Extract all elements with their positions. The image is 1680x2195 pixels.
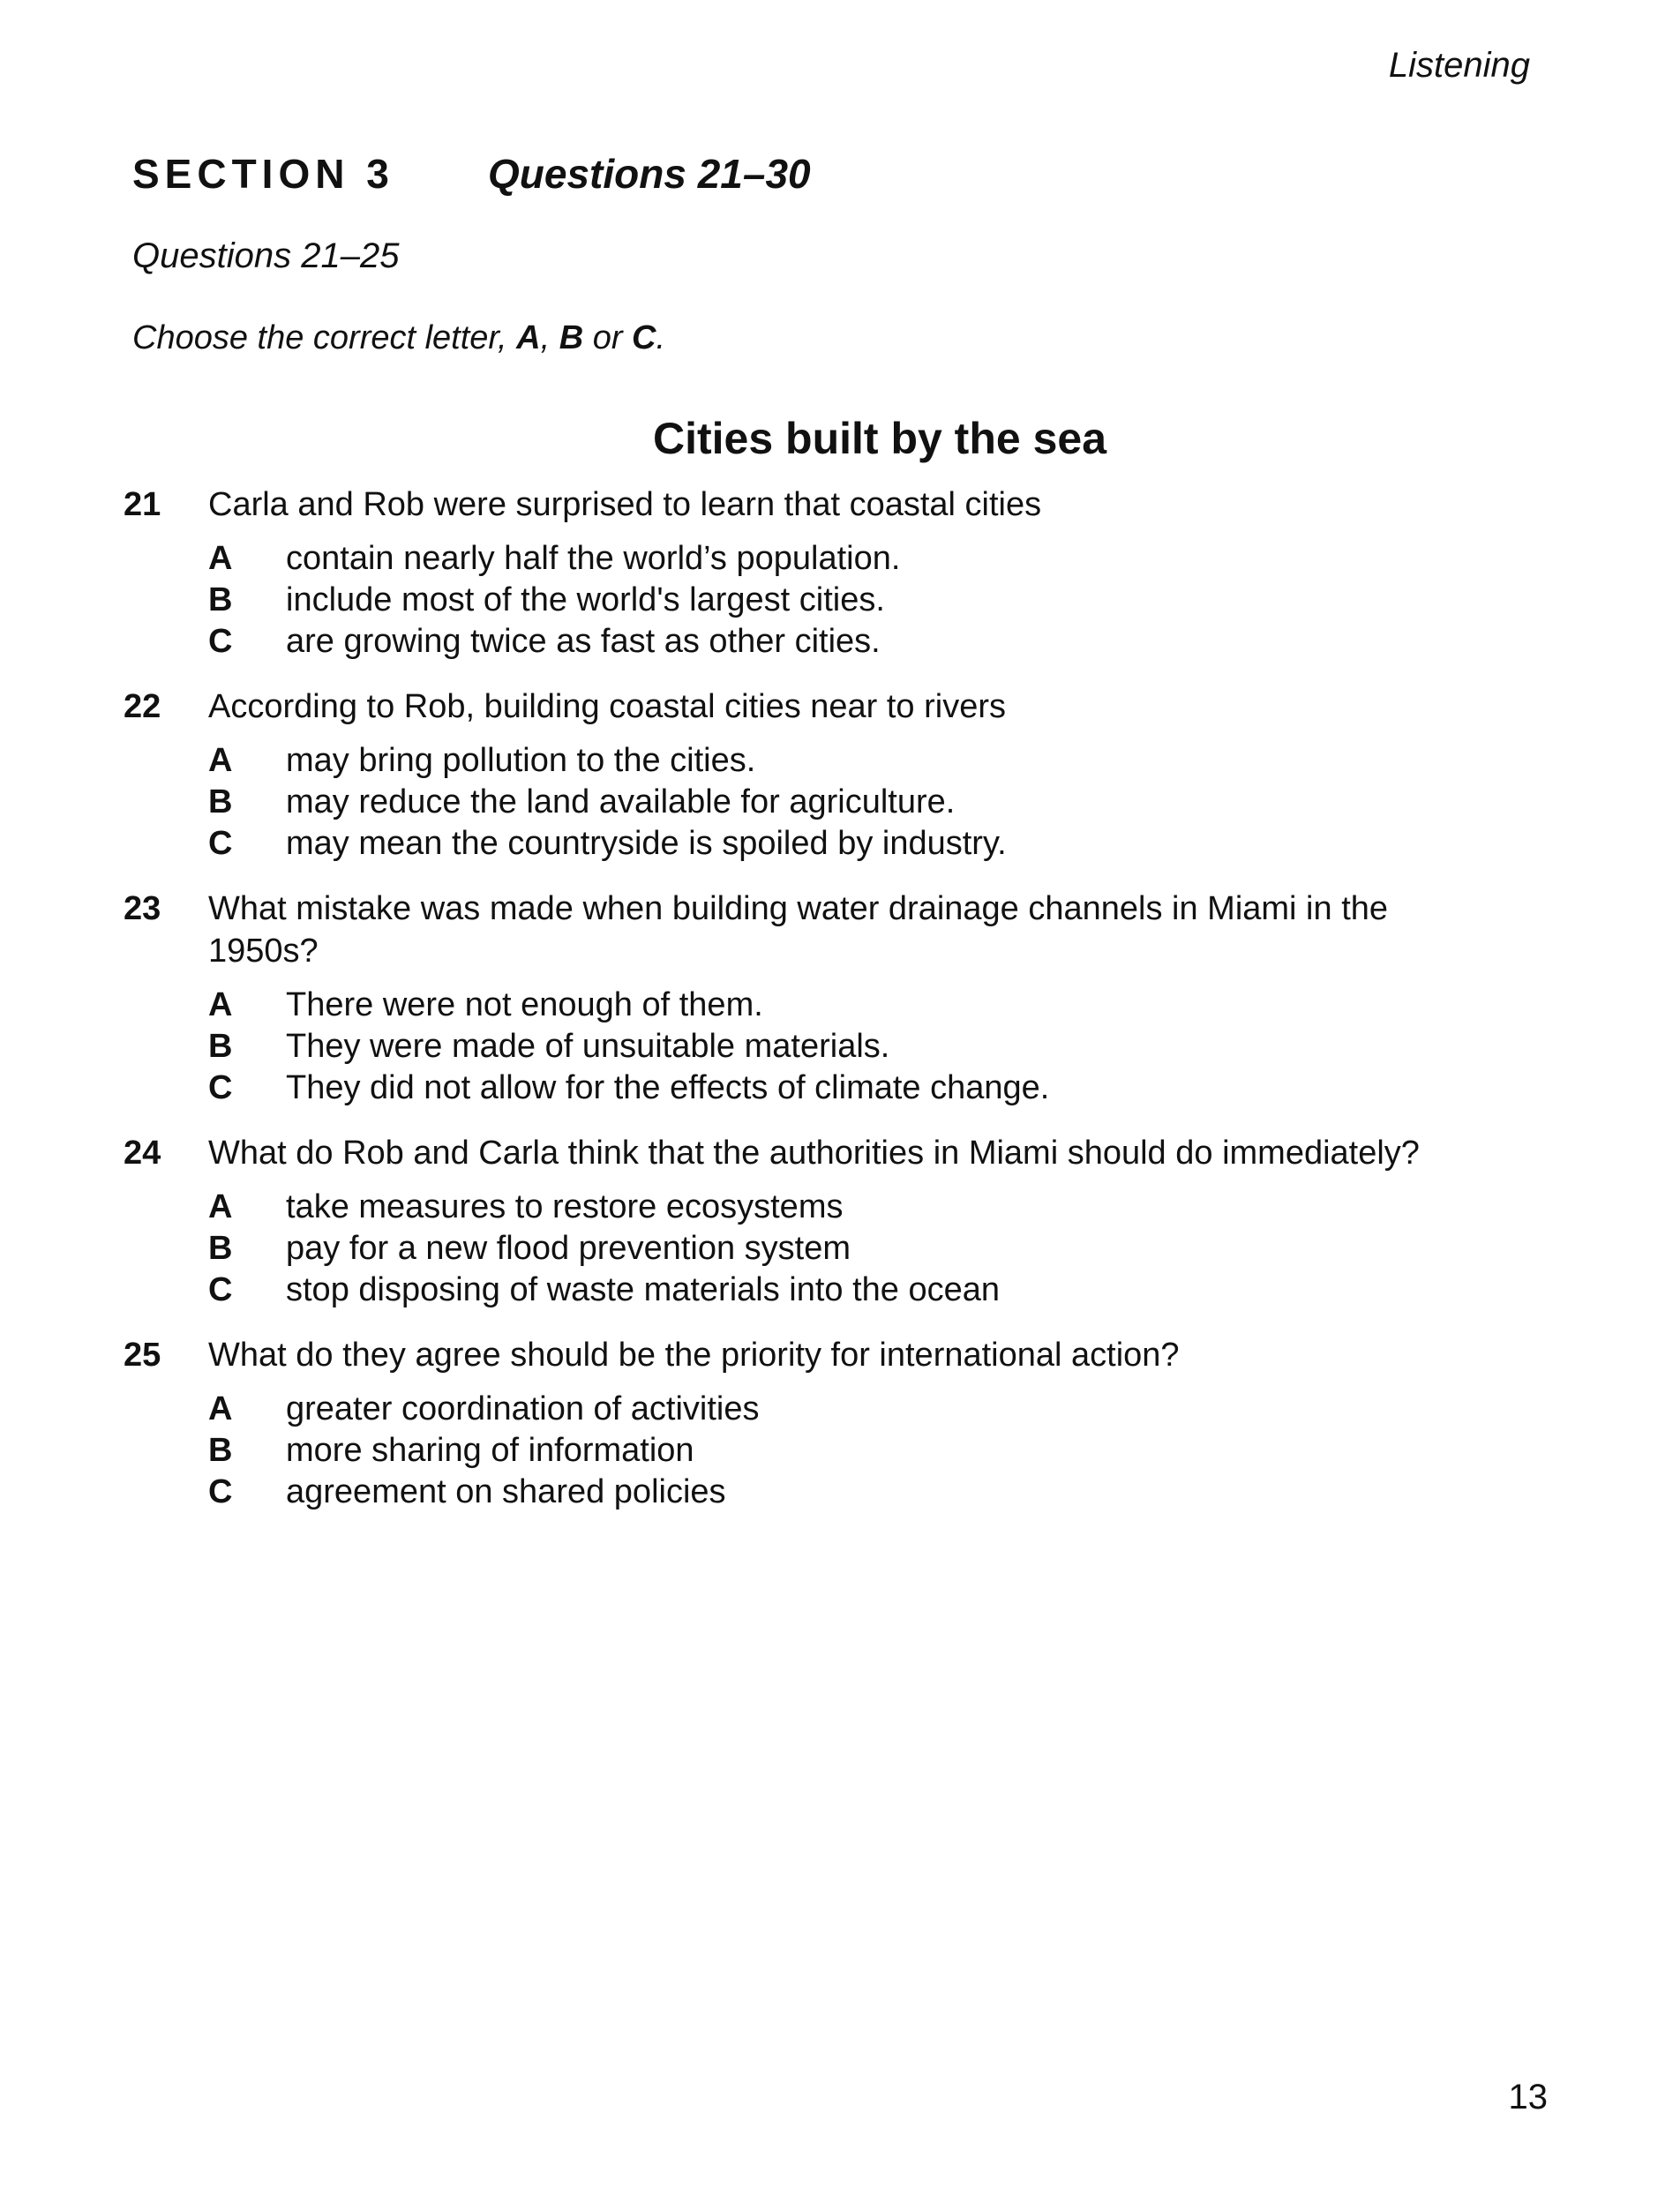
instruction-text: Choose the correct letter, — [132, 319, 517, 356]
option-c[interactable] — [208, 621, 1535, 663]
instruction-letter-c: C — [632, 319, 656, 356]
question-23 — [124, 888, 1535, 1109]
option-letter: C — [208, 825, 233, 862]
option-a[interactable] — [208, 740, 1535, 782]
running-header: Listening — [1388, 46, 1530, 85]
question-text: What mistake was made when building water drainage channels in Miami in the 1950s? — [208, 890, 1389, 970]
option-c[interactable] — [208, 1472, 1535, 1513]
option-c[interactable] — [208, 1270, 1535, 1311]
option-a[interactable] — [208, 538, 1535, 580]
question-text: According to Rob, building coastal cities near to rivers — [208, 688, 1007, 725]
option-letter: B — [208, 783, 233, 820]
question-21 — [124, 483, 1535, 663]
instruction-separator: , — [540, 319, 559, 356]
option-text: stop disposing of waste materials into the ocean — [286, 1271, 1001, 1308]
option-list — [208, 1389, 1535, 1513]
option-letter: C — [208, 1271, 233, 1308]
question-22 — [124, 685, 1535, 865]
instruction-separator: or — [583, 319, 633, 356]
option-letter: B — [208, 1432, 233, 1469]
question-24 — [124, 1132, 1535, 1311]
option-letter: A — [208, 986, 233, 1023]
question-text: What do Rob and Carla think that the authorities in Miami should do immediately? — [208, 1135, 1420, 1172]
option-letter: A — [208, 1390, 233, 1427]
option-letter: B — [208, 1028, 233, 1065]
option-letter: C — [208, 1473, 233, 1510]
question-number: 21 — [124, 486, 161, 523]
option-text: They did not allow for the effects of climate change. — [286, 1069, 1050, 1106]
option-text: greater coordination of activities — [286, 1390, 760, 1427]
instruction-letter-b: B — [559, 319, 584, 356]
option-c[interactable] — [208, 823, 1535, 865]
option-a[interactable] — [208, 985, 1535, 1026]
option-letter: A — [208, 1188, 233, 1225]
option-b[interactable] — [208, 1026, 1535, 1068]
option-list — [208, 1187, 1535, 1311]
question-number: 22 — [124, 688, 161, 725]
option-b[interactable] — [208, 1430, 1535, 1472]
option-a[interactable] — [208, 1187, 1535, 1228]
option-letter: C — [208, 623, 233, 660]
question-number: 25 — [124, 1337, 161, 1374]
instruction — [132, 319, 665, 357]
option-text: more sharing of information — [286, 1432, 694, 1469]
option-text: They were made of unsuitable materials. — [286, 1028, 890, 1065]
option-letter: C — [208, 1069, 233, 1106]
section-question-range: Questions 21–30 — [488, 151, 811, 197]
passage-title: Cities built by the sea — [652, 414, 1106, 463]
option-b[interactable] — [208, 1228, 1535, 1270]
option-text: contain nearly half the world’s population. — [286, 540, 901, 577]
page-number: 13 — [1508, 2078, 1548, 2116]
question-text: What do they agree should be the priority for international action? — [208, 1337, 1180, 1374]
option-list — [208, 985, 1535, 1109]
question-number: 23 — [124, 890, 161, 927]
question-list — [124, 483, 1535, 1536]
option-a[interactable] — [208, 1389, 1535, 1430]
instruction-suffix: . — [656, 319, 666, 356]
option-letter: A — [208, 742, 233, 779]
question-25 — [124, 1334, 1535, 1513]
question-subrange: Questions 21–25 — [132, 236, 400, 275]
option-text: may bring pollution to the cities. — [286, 742, 756, 779]
option-c[interactable] — [208, 1068, 1535, 1109]
option-text: take measures to restore ecosystems — [286, 1188, 844, 1225]
option-b[interactable] — [208, 782, 1535, 823]
section-heading — [132, 150, 811, 198]
section-title: SECTION 3 — [132, 151, 394, 197]
question-number: 24 — [124, 1135, 161, 1172]
option-text: include most of the world's largest cities. — [286, 581, 885, 618]
instruction-letter-a: A — [516, 319, 541, 356]
option-list — [208, 740, 1535, 865]
option-list — [208, 538, 1535, 663]
option-letter: A — [208, 540, 233, 577]
option-letter: B — [208, 1230, 233, 1267]
option-text: agreement on shared policies — [286, 1473, 726, 1510]
option-text: are growing twice as fast as other cities. — [286, 623, 881, 660]
question-text: Carla and Rob were surprised to learn that coastal cities — [208, 486, 1042, 523]
option-text: may reduce the land available for agriculture. — [286, 783, 956, 820]
option-text: may mean the countryside is spoiled by industry. — [286, 825, 1007, 862]
option-letter: B — [208, 581, 233, 618]
option-text: pay for a new flood prevention system — [286, 1230, 851, 1267]
option-text: There were not enough of them. — [286, 986, 763, 1023]
option-b[interactable] — [208, 580, 1535, 621]
